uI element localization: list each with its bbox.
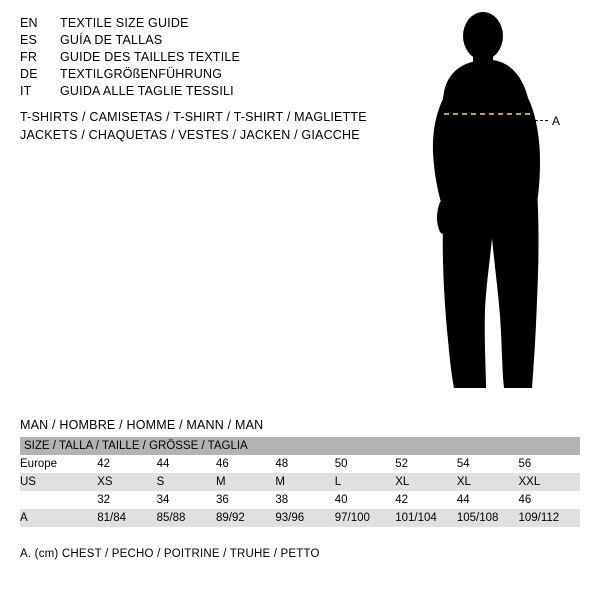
table-row bbox=[20, 455, 580, 473]
cell: 89/92 bbox=[215, 512, 245, 524]
language-code: EN bbox=[20, 16, 38, 30]
language-title: GUÍA DE TALLAS bbox=[60, 33, 163, 47]
language-list bbox=[20, 16, 420, 101]
cell: L bbox=[334, 476, 342, 488]
cell: 81/84 bbox=[97, 512, 127, 524]
size-table-section bbox=[20, 418, 580, 527]
cell: 36 bbox=[215, 494, 229, 506]
measurement-footnote: A. (cm) CHEST / PECHO / POITRINE / TRUHE / PETTO bbox=[20, 548, 320, 560]
cell: 42 bbox=[395, 494, 408, 506]
row-label: A bbox=[20, 512, 28, 524]
language-row bbox=[20, 50, 420, 67]
cell: 32 bbox=[97, 494, 111, 506]
cell: 50 bbox=[334, 458, 348, 470]
cell: 42 bbox=[97, 458, 111, 470]
body-silhouette-illustration bbox=[400, 10, 600, 400]
measure-leader-line bbox=[530, 120, 548, 121]
category-list bbox=[20, 110, 440, 146]
cell: 44 bbox=[156, 458, 170, 470]
category-line-tshirts: T-SHIRTS / CAMISETAS / T-SHIRT / T-SHIRT / MAGLIETTE bbox=[20, 110, 367, 124]
cell: 46 bbox=[215, 458, 229, 470]
language-code: DE bbox=[20, 67, 38, 81]
language-row bbox=[20, 33, 420, 50]
cell: 48 bbox=[275, 458, 289, 470]
cell: 34 bbox=[156, 494, 170, 506]
cell: 52 bbox=[395, 458, 408, 470]
cell: XL bbox=[395, 476, 410, 488]
cell: 46 bbox=[518, 494, 532, 506]
silhouette-svg bbox=[400, 10, 600, 400]
language-title: GUIDE DES TAILLES TEXTILE bbox=[60, 50, 241, 64]
row-label: US bbox=[20, 476, 36, 488]
measure-marker-a: A bbox=[552, 114, 561, 128]
cell: 40 bbox=[334, 494, 348, 506]
language-row bbox=[20, 84, 420, 101]
category-line-jackets: JACKETS / CHAQUETAS / VESTES / JACKEN / GIACCHE bbox=[20, 128, 360, 142]
cell: S bbox=[156, 476, 165, 488]
table-row bbox=[20, 491, 580, 509]
language-title: TEXTILE SIZE GUIDE bbox=[60, 16, 189, 30]
cell: XXL bbox=[518, 476, 541, 488]
language-row bbox=[20, 67, 420, 84]
table-header-row bbox=[20, 437, 580, 455]
cell: 54 bbox=[456, 458, 470, 470]
cell: XL bbox=[456, 476, 471, 488]
cell: 109/112 bbox=[518, 512, 560, 524]
size-table bbox=[20, 437, 580, 527]
language-title: GUIDA ALLE TAGLIE TESSILI bbox=[60, 84, 234, 98]
table-group-title: MAN / HOMBRE / HOMME / MANN / MAN bbox=[20, 418, 264, 432]
cell: M bbox=[275, 476, 285, 488]
table-header-label: SIZE / TALLA / TAILLE / GRÖSSE / TAGLIA bbox=[24, 440, 248, 452]
language-row bbox=[20, 16, 420, 33]
cell: 56 bbox=[518, 458, 532, 470]
language-code: ES bbox=[20, 33, 38, 47]
cell: 97/100 bbox=[334, 512, 370, 524]
cell: 105/108 bbox=[456, 512, 499, 524]
language-code: IT bbox=[20, 84, 32, 98]
row-label bbox=[20, 491, 97, 509]
cell: 93/96 bbox=[275, 512, 305, 524]
language-code: FR bbox=[20, 50, 38, 64]
cell: 44 bbox=[456, 494, 470, 506]
table-row bbox=[20, 509, 580, 527]
cell: M bbox=[215, 476, 226, 488]
cell: 101/104 bbox=[395, 512, 437, 524]
row-label: Europe bbox=[20, 458, 58, 470]
cell: 38 bbox=[275, 494, 289, 506]
table-row bbox=[20, 473, 580, 491]
language-title: TEXTILGRÖßENFÜHRUNG bbox=[60, 67, 223, 81]
cell: XS bbox=[97, 476, 113, 488]
cell: 85/88 bbox=[156, 512, 186, 524]
